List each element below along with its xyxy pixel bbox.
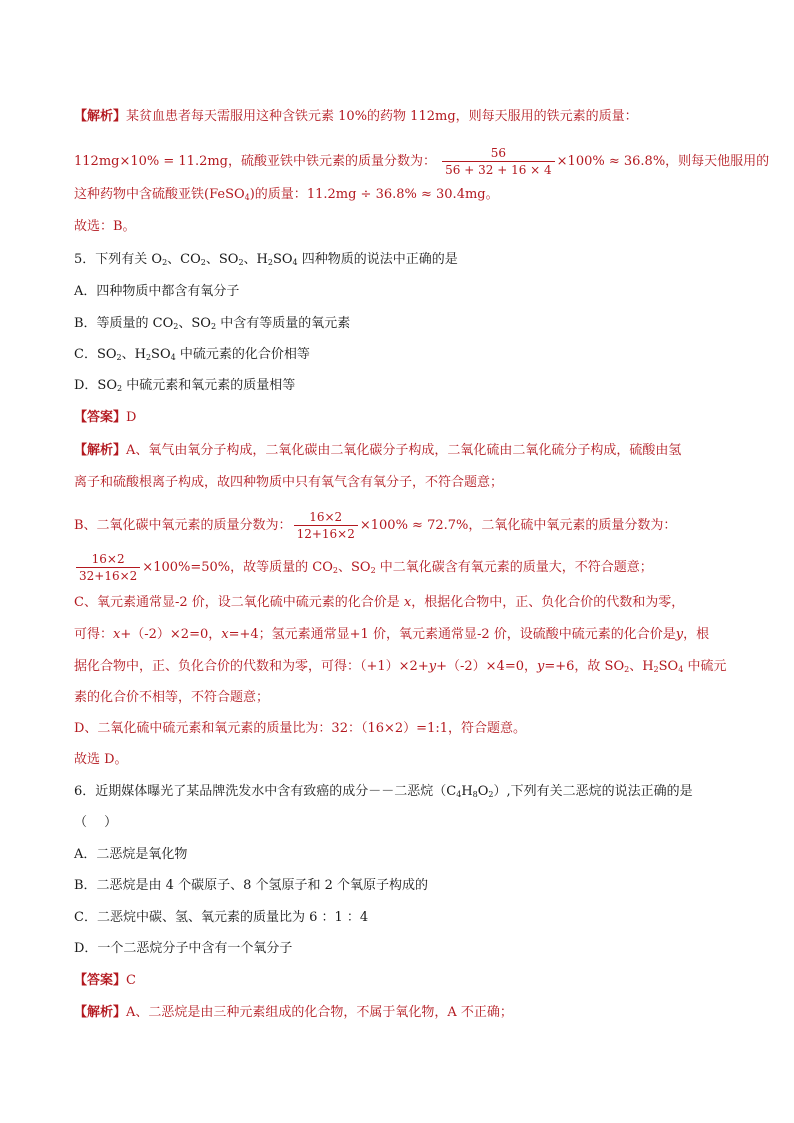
q6-option-d: D．一个二恶烷分子中含有一个氧分子 [74, 941, 293, 956]
analysis-tag: 【解析】 [74, 109, 127, 124]
q5-stem: 5．下列有关 $O_2$、$CO_2$、$SO_2$、$H_2SO_4$ 四种物质的说法中正确的是 [74, 252, 458, 267]
q5-option-d: D．$SO_2$ 中硫元素和氧元素的质量相等 [74, 378, 296, 393]
analysis-tag: 【解析】 [74, 1005, 127, 1020]
q5-answer: 【答案】D [74, 410, 137, 425]
q6-option-b: B．二恶烷是由 4 个碳原子、8 个氢原子和 2 个氧原子构成的 [74, 878, 429, 893]
q6-analysis-line-1: 【解析】A、二恶烷是由三种元素组成的化合物，不属于氧化物，A 不正确； [74, 1005, 513, 1020]
q5-analysis-c-line-1: C、氧元素通常显-2 价，设二氧化硫中硫元素的化合价是 x，根据化合物中，正、负化合价的代数和为零， [74, 595, 685, 610]
q6-option-c: C．二恶烷中碳、氢、氧元素的质量比为 6 ：1 ：4 [74, 910, 369, 925]
q5-option-b: B．等质量的 $CO_2$、$SO_2$ 中含有等质量的氧元素 [74, 316, 351, 331]
q5-choice: 故选 D。 [74, 752, 128, 767]
q6-option-a: A．二恶烷是氧化物 [74, 847, 188, 862]
q6-answer: 【答案】C [74, 973, 136, 988]
q5-analysis-b-line-2: $\frac{16\times 2}{32+16\times 2}$ ×100%=50%，故等质量的 $CO_2$、$SO_2$ 中二氧化碳含有氧元素的质量大，不符合题意； [74, 552, 653, 583]
q4-analysis-line-1: 【解析】某贫血患者每天需服用这种含铁元素 10%的药物 112mg，则每天服用的铁元素的质量： [74, 109, 638, 124]
fraction: $\frac{56}{56 + 32 + 16 \times 4}$ [442, 146, 555, 177]
q4-choice: 故选：B。 [74, 219, 136, 234]
q5-option-c: C．$SO_2$、$H_2SO_4$ 中硫元素的化合价相等 [74, 347, 310, 362]
q5-analysis-c-line-4: 素的化合价不相等，不符合题意； [74, 690, 270, 705]
q5-analysis-line-2: 离子和硫酸根离子构成，故四种物质中只有氧气含有氧分子，不符合题意； [74, 475, 504, 490]
q6-stem-bracket: （ ） [74, 815, 118, 830]
q4-analysis-line-2: 112mg×10% = 11.2mg，硫酸亚铁中铁元素的质量分数为： $\frac{56}{56 + 32 + 16 \times 4}$ ×100% ≈ 36.8%，则每天他服用的 [74, 146, 770, 177]
answer-tag: 【答案】 [74, 410, 127, 425]
fraction: $\frac{16\times 2}{12+16\times 2}$ [294, 510, 358, 541]
fraction: $\frac{16\times 2}{32+16\times 2}$ [76, 552, 140, 583]
answer-tag: 【答案】 [74, 973, 127, 988]
q5-option-a: A．四种物质中都含有氧分子 [74, 284, 240, 299]
analysis-tag: 【解析】 [74, 443, 127, 458]
q5-analysis-b-line-1: B、二氧化碳中氧元素的质量分数为： $\frac{16\times 2}{12+16\times 2}$ ×100% ≈ 72.7%，二氧化硫中氧元素的质量分数为： [74, 510, 677, 541]
q5-analysis-c-line-3: 据化合物中，正、负化合价的代数和为零，可得：（+1）×2+y+（-2）×4=0，y=+6，故 $SO_2$、$H_2SO_4$ 中硫元 [74, 659, 727, 674]
q5-analysis-c-line-2: 可得：x+（-2）×2=0，x=+4；氢元素通常显+1 价，氧元素通常显-2 价，设硫酸中硫元素的化合价是y，根 [74, 627, 710, 642]
q4-analysis-line-3: 这种药物中含硫酸亚铁(FeSO$_4$)的质量：11.2mg ÷ 36.8% ≈ 30.4mg。 [74, 187, 499, 202]
q5-analysis-d: D、二氧化硫中硫元素和氧元素的质量比为：32：（16×2）=1:1，符合题意。 [74, 721, 526, 736]
q6-stem: 6．近期媒体曝光了某品牌洗发水中含有致癌的成分－－二恶烷$(C_4H_8O_2)$,下列有关二恶烷的说法正确的是 [74, 784, 693, 799]
q5-analysis-line-1: 【解析】A、氧气由氧分子构成，二氧化碳由二氧化碳分子构成，二氧化硫由二氧化硫分子构成，硫酸由氢 [74, 443, 682, 458]
